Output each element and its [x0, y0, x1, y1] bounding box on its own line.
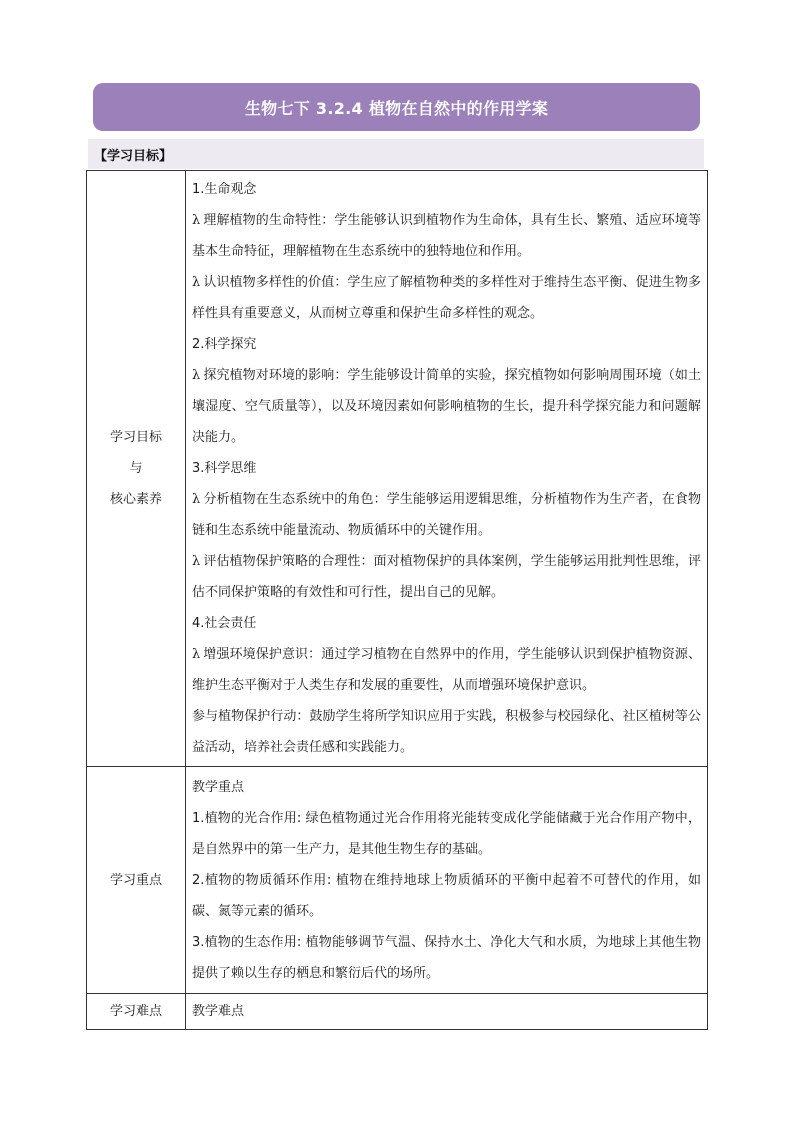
objective-heading-1: 1.生命观念 [192, 182, 257, 197]
objectives-label-line3: 核心素养 [109, 492, 162, 507]
objectives-label-line1: 学习目标 [109, 430, 162, 445]
table-row-key-points [87, 767, 708, 994]
objective-item [192, 639, 701, 701]
bullet-icon: λ [192, 647, 201, 662]
objective-text: 分析植物在生态系统中的角色：学生能够运用逻辑思维，分析植物作为生产者，在食物链和生态系统中能量流动、物质循环中的关键作用。 [192, 492, 701, 538]
objective-heading-4: 4.社会责任 [192, 616, 257, 631]
objective-heading-2: 2.科学探究 [192, 337, 257, 352]
objective-text: 评估植物保护策略的合理性：面对植物保护的具体案例，学生能够运用批判性思维，评估不同保护策略的有效性和可行性，提出自己的见解。 [192, 554, 701, 600]
key-point-item: 2.植物的物质循环作用: 植物在维持地球上物质循环的平衡中起着不可替代的作用，如碳、氮等元素的循环。 [192, 872, 701, 919]
objective-text: 认识植物多样性的价值：学生应了解植物种类的多样性对于维持生态平衡、促进生物多样性具有重要意义，从而树立尊重和保护生命多样性的观念。 [192, 275, 701, 321]
objectives-content-cell [186, 171, 708, 767]
document-title-banner [93, 83, 700, 131]
objective-item [192, 267, 701, 329]
objective-item [192, 484, 701, 546]
objectives-label-cell [87, 171, 186, 767]
section-heading: 【学习目标】 [94, 148, 173, 164]
table-row-objectives [87, 171, 708, 767]
key-point-item: 1.植物的光合作用: 绿色植物通过光合作用将光能转变成化学能储藏于光合作用产物中，是自然界中的第一生产力，是其他生物生存的基础。 [192, 810, 701, 857]
section-heading-bar [88, 139, 704, 169]
objective-text-plain: 参与植物保护行动：鼓励学生将所学知识应用于实践，积极参与校园绿化、社区植树等公益活动，培养社会责任感和实践能力。 [192, 709, 701, 755]
objective-text: 理解植物的生命特性：学生能够认识到植物作为生命体，具有生长、繁殖、适应环境等基本生命特征，理解植物在生态系统中的独特地位和作用。 [192, 213, 701, 259]
bullet-icon: λ [192, 275, 201, 290]
objective-item [192, 360, 701, 453]
bullet-icon: λ [192, 213, 201, 228]
key-points-heading: 教学重点 [192, 779, 245, 795]
bullet-icon: λ [192, 368, 201, 383]
objectives-label-line2: 与 [129, 461, 143, 476]
objective-item [192, 546, 701, 608]
document-title: 生物七下 3.2.4 植物在自然中的作用学案 [244, 98, 549, 118]
bullet-icon: λ [192, 492, 201, 507]
objective-heading-3: 3.科学思维 [192, 461, 257, 476]
bullet-icon: λ [192, 554, 201, 569]
key-points-content-cell [186, 767, 708, 994]
objective-text: 增强环境保护意识：通过学习植物在自然界中的作用，学生能够认识到保护植物资源、维护生态平衡对于人类生存和发展的重要性，从而增强环境保护意识。 [192, 647, 701, 693]
key-point-item: 3.植物的生态作用: 植物能够调节气温、保持水土、净化大气和水质，为地球上其他生物提供了赖以生存的栖息和繁衍后代的场所。 [192, 934, 701, 981]
objective-item [192, 205, 701, 267]
table-row-difficulties [87, 994, 708, 1030]
difficulties-label-cell: 学习难点 [87, 994, 186, 1030]
learning-goals-table [86, 170, 708, 1030]
objective-text: 探究植物对环境的影响：学生能够设计简单的实验，探究植物如何影响周围环境（如土壤湿度、空气质量等），以及环境因素如何影响植物的生长，提升科学探究能力和问题解决能力。 [192, 368, 701, 445]
difficulties-content-cell: 教学难点 [186, 994, 708, 1030]
key-points-label-cell: 学习重点 [87, 767, 186, 994]
